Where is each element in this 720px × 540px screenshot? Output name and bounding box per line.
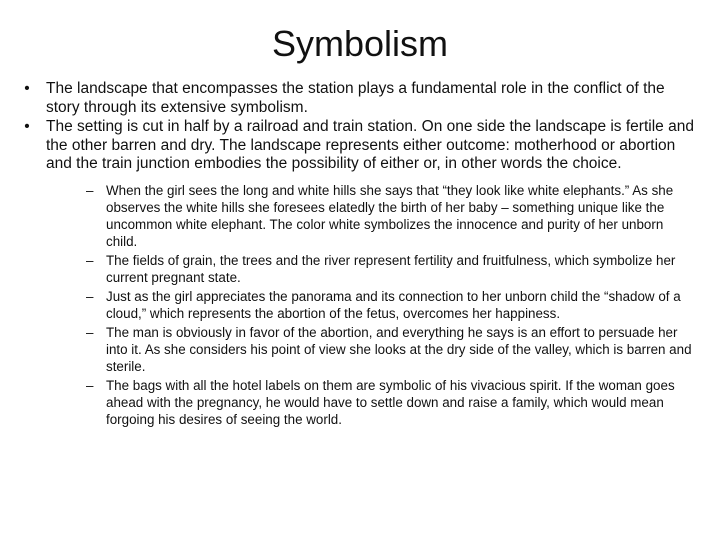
sub-bullet-marker: –: [86, 377, 94, 393]
sub-bullet-item: [86, 377, 698, 428]
sub-bullet-item: [86, 288, 698, 322]
sub-bullet-list: [46, 182, 698, 428]
bullet-marker: •: [24, 80, 30, 97]
sub-bullet-marker: –: [86, 324, 94, 340]
sub-bullet-item: [86, 252, 698, 286]
sub-bullet-text: The fields of grain, the trees and the river represent fertility and fruitfulness, which symbolize her current pregnant state.: [106, 252, 676, 285]
sub-bullet-item: [86, 182, 698, 250]
bullet-item: [18, 118, 698, 428]
bullet-item: [18, 80, 698, 117]
slide-body: [18, 80, 698, 430]
bullet-text: The setting is cut in half by a railroad and train station. On one side the landscape is fertile and the other barren and dry. The landscape represents either outcome: motherhood or abortion and the train junction embodies the possibility of either or, in other words the choice.: [46, 118, 694, 172]
slide-title: Symbolism: [271, 23, 449, 64]
sub-bullet-text: The bags with all the hotel labels on them are symbolic of his vivacious spirit. If the woman goes ahead with the pregnancy, he would have to settle down and raise a family, which would mean forgoing his desires of seeing the world.: [106, 377, 675, 427]
sub-bullet-text: The man is obviously in favor of the abortion, and everything he says is an effort to persuade her into it. As she considers his point of view she looks at the dry side of the valley, which is barren and sterile.: [106, 324, 692, 374]
sub-bullet-marker: –: [86, 252, 94, 268]
sub-bullet-marker: –: [86, 182, 94, 198]
bullet-marker: •: [24, 118, 30, 135]
sub-bullet-item: [86, 324, 698, 375]
bullet-text: The landscape that encompasses the station plays a fundamental role in the conflict of the story through its extensive symbolism.: [46, 80, 665, 116]
sub-bullet-marker: –: [86, 288, 94, 304]
sub-bullet-text: When the girl sees the long and white hills she says that “they look like white elephants.” As she observes the white hills she foresees elatedly the birth of her baby – something unique like the uncommon white elephant. The color white symbolizes the innocence and purity of her unborn child.: [106, 182, 674, 249]
bullet-list: [18, 80, 698, 428]
sub-bullet-text: Just as the girl appreciates the panorama and its connection to her unborn child the “shadow of a cloud,” which represents the abortion of the fetus, overcomes her happiness.: [106, 288, 681, 321]
